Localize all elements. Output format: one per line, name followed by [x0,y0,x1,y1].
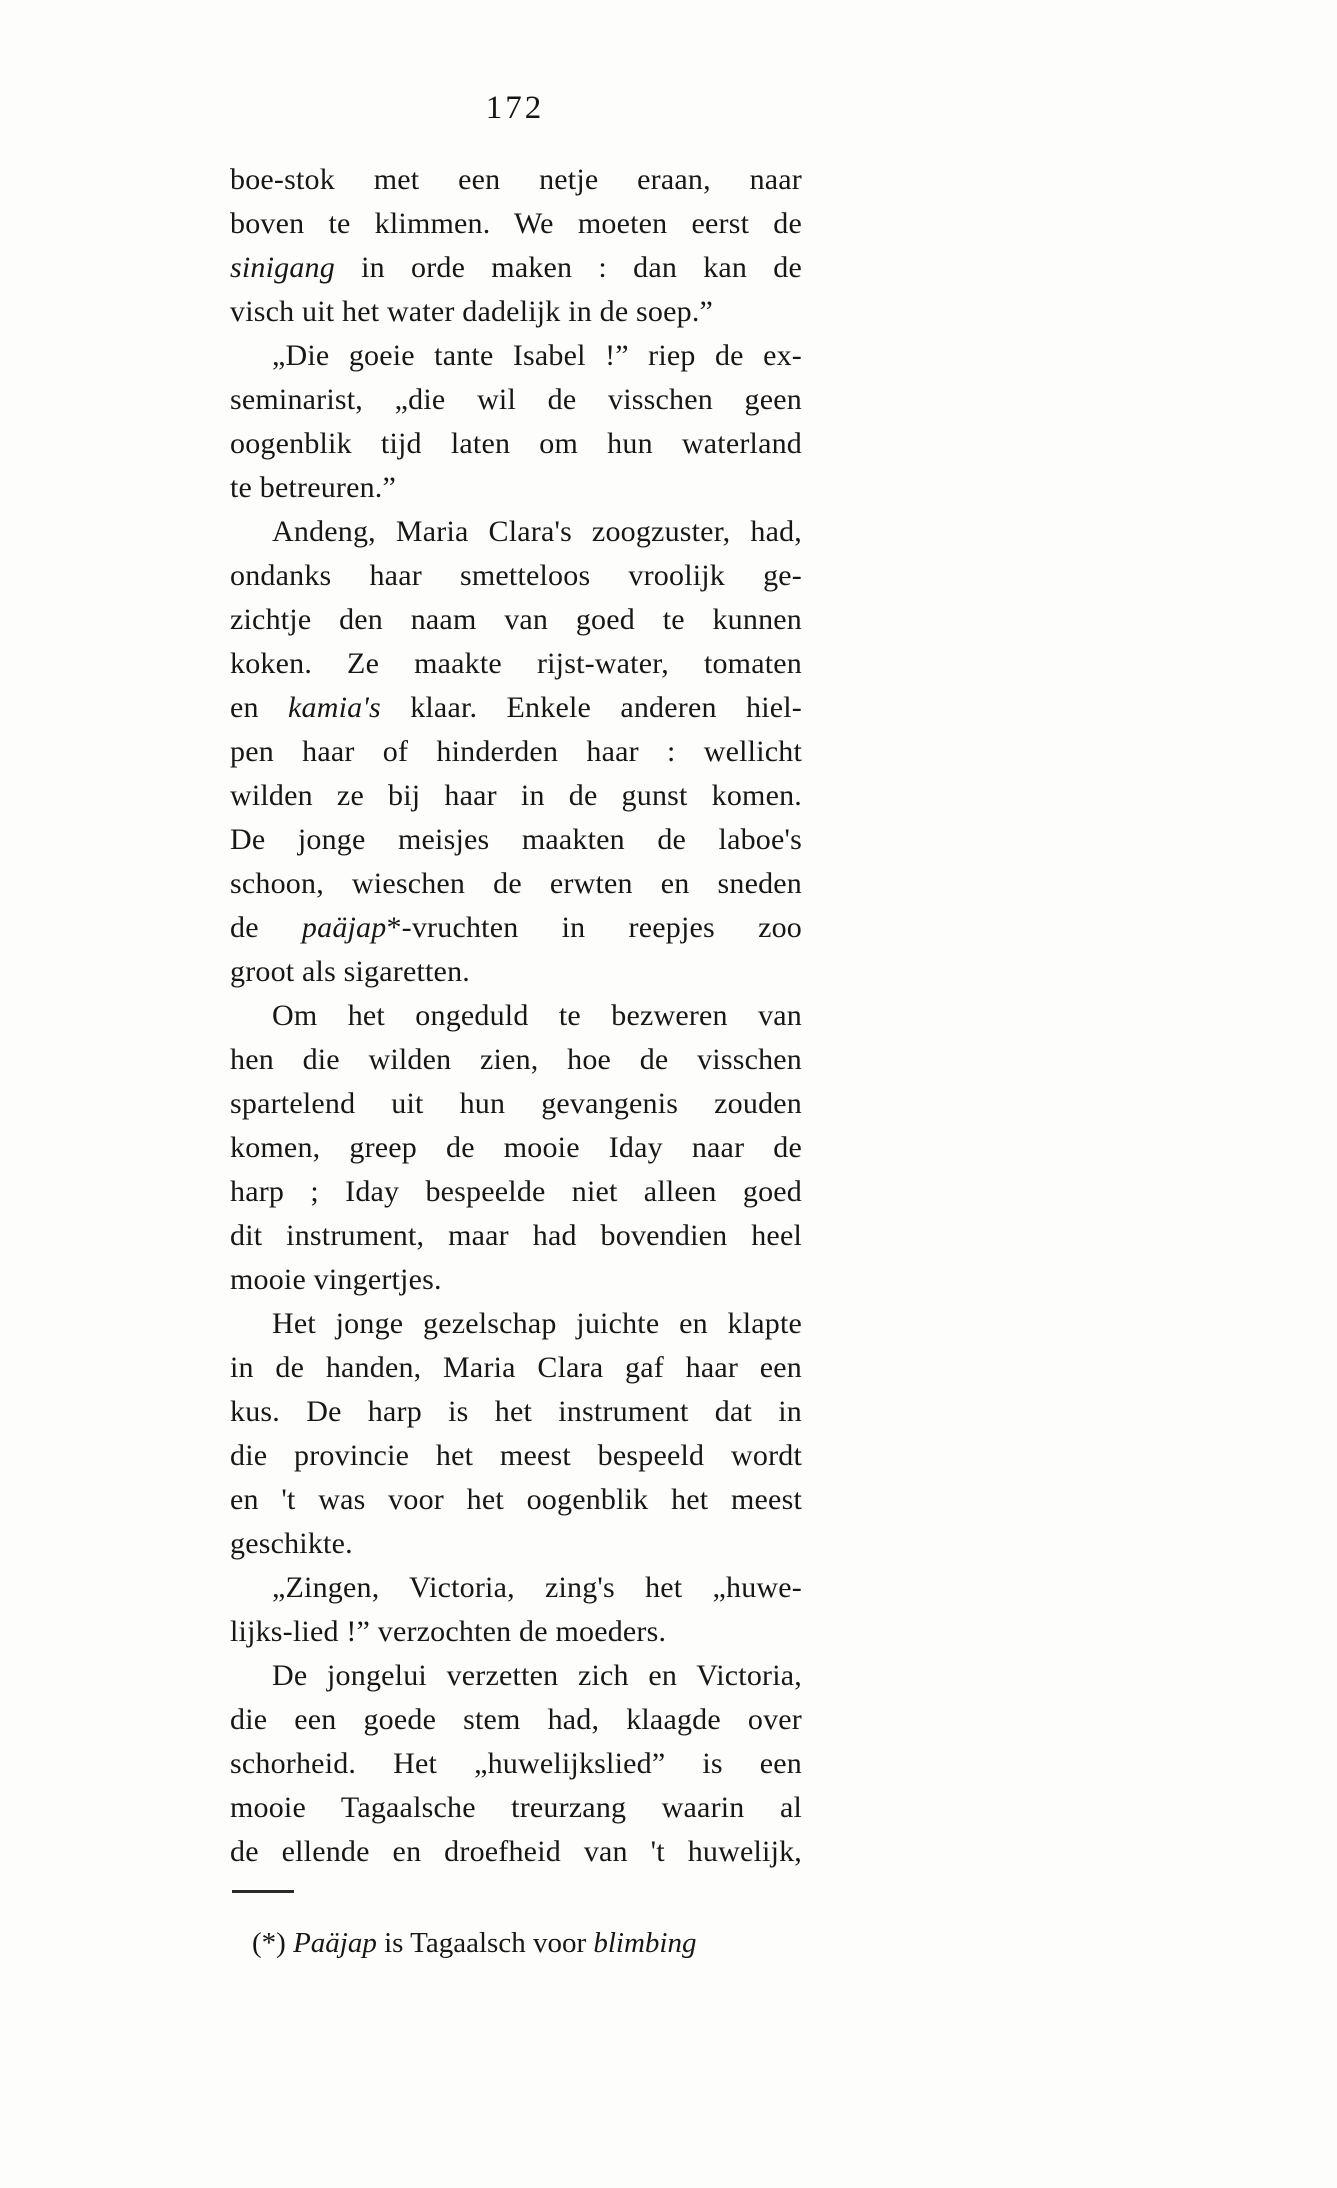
footnote-text [230,1923,802,1963]
text-line [230,1610,802,1654]
text-line [230,554,802,598]
text-segment: en [230,691,289,724]
text-line [230,1566,802,1610]
paragraph [230,158,802,334]
text-line [230,774,802,818]
text-segment: harp ; Iday bespeelde niet alleen goed [230,1175,802,1208]
italic-term: paäjap [301,911,387,944]
paragraph [230,1302,802,1566]
text-segment: visch uit het water dadelijk in de soep.” [230,295,714,328]
text-segment: mooie vingertjes. [230,1263,442,1296]
paragraph [230,334,802,510]
text-segment: te betreuren.” [230,471,397,504]
text-segment: lijks-lied !” verzochten de moeders. [230,1615,667,1648]
text-line [230,1302,802,1346]
text-segment: die een goede stem had, klaagde over [230,1703,802,1736]
text-line [230,1786,802,1830]
text-line [230,730,802,774]
footnote-rule [232,1890,294,1893]
text-segment: „Die goeie tante Isabel !” riep de ex- [272,339,802,372]
text-segment: wilden ze bij haar in de gunst komen. [230,779,802,812]
text-line [230,994,802,1038]
text-segment: ondanks haar smetteloos vroolijk ge- [230,559,802,592]
page-number: 172 [485,90,545,126]
text-line [230,1434,802,1478]
text-line [230,1698,802,1742]
text-segment: (*) [252,1927,294,1959]
text-segment: pen haar of hinderden haar : wellicht [230,735,802,768]
text-line [230,290,802,334]
text-segment: kus. De harp is het instrument dat in [230,1395,802,1428]
text-line [230,950,802,994]
text-line [230,686,802,730]
text-line [230,1390,802,1434]
text-segment: geschikte. [230,1527,353,1560]
text-segment: de ellende en droefheid van 't huwelijk, [230,1835,802,1868]
text-line [230,202,802,246]
text-line [230,1126,802,1170]
text-line [230,642,802,686]
text-segment: hen die wilden zien, hoe de visschen [230,1043,802,1076]
paragraph [230,994,802,1302]
text-segment: is Tagaalsch voor [376,1927,594,1959]
text-segment: spartelend uit hun gevangenis zouden [230,1087,802,1120]
italic-term: kamia's [288,691,381,724]
text-line [230,1258,802,1302]
text-line [230,598,802,642]
text-line [230,422,802,466]
text-segment: seminarist, „die wil de visschen geen [230,383,802,416]
text-line [230,818,802,862]
text-line [230,1082,802,1126]
text-segment: in de handen, Maria Clara gaf haar een [230,1351,802,1384]
text-segment: klaar. Enkele anderen hiel- [380,691,802,724]
paragraph [230,1654,802,1874]
text-line [230,158,802,202]
text-segment: komen, greep de mooie Iday naar de [230,1131,802,1164]
text-line [230,1522,802,1566]
text-segment: in orde maken : dan kan de [334,251,802,284]
italic-term: blimbing [593,1927,697,1959]
text-segment: Het jonge gezelschap juichte en klapte [272,1307,802,1340]
text-line [230,906,802,950]
text-line [230,1478,802,1522]
text-line [230,334,802,378]
text-segment: schorheid. Het „huwelijkslied” is een [230,1747,802,1780]
italic-term: Paäjap [293,1927,377,1959]
text-line [230,1830,802,1874]
text-line [230,510,802,554]
text-line [230,378,802,422]
text-segment: *-vruchten in reepjes zoo [386,911,802,944]
text-line [230,246,802,290]
text-line [230,1038,802,1082]
paragraph [230,510,802,994]
text-segment: die provincie het meest bespeeld wordt [230,1439,802,1472]
text-segment: zichtje den naam van goed te kunnen [230,603,802,636]
text-line [230,862,802,906]
text-line [230,1214,802,1258]
text-segment: Andeng, Maria Clara's zoogzuster, had, [272,515,802,548]
text-segment: Om het ongeduld te bezweren van [272,999,802,1032]
text-segment: „Zingen, Victoria, zing's het „huwe- [272,1571,802,1604]
text-segment: koken. Ze maakte rijst-water, tomaten [230,647,802,680]
text-segment: oogenblik tijd laten om hun waterland [230,427,802,460]
text-segment: en 't was voor het oogenblik het meest [230,1483,802,1516]
text-line [230,466,802,510]
text-segment: schoon, wieschen de erwten en sneden [230,867,802,900]
text-line [230,1346,802,1390]
text-segment: mooie Tagaalsche treurzang waarin al [230,1791,802,1824]
text-segment: boe-stok met een netje eraan, naar [230,163,802,196]
paragraph [230,1566,802,1654]
text-line [230,1742,802,1786]
text-segment: dit instrument, maar had bovendien heel [230,1219,802,1252]
text-segment: boven te klimmen. We moeten eerst de [230,207,802,240]
text-line [230,1654,802,1698]
text-line [230,1170,802,1214]
text-segment: de [230,911,302,944]
text-segment: De jongelui verzetten zich en Victoria, [272,1659,802,1692]
footnote [230,1890,802,1963]
text-segment: groot als sigaretten. [230,955,470,988]
text-block [230,158,802,1874]
italic-term: sinigang [230,251,335,284]
text-segment: De jonge meisjes maakten de laboe's [230,823,802,856]
